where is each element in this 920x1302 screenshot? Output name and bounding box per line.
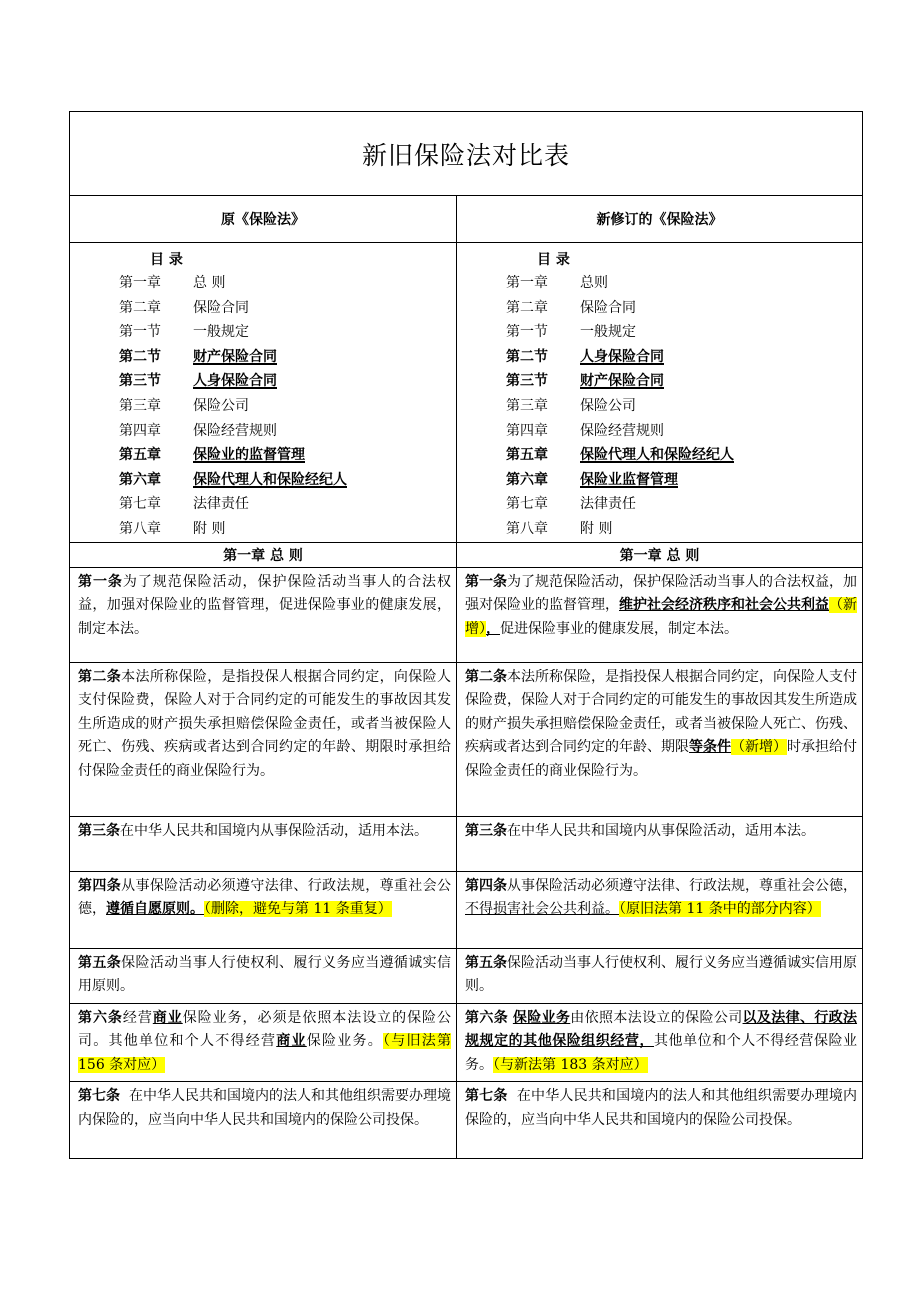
article-old: 第三条在中华人民共和国境内从事保险活动，适用本法。	[78, 822, 428, 839]
toc-item-number: 第八章	[119, 520, 161, 537]
toc-item-number: 第二节	[506, 348, 548, 365]
toc-item-name: 保险公司	[580, 397, 636, 414]
article-row	[70, 948, 863, 1003]
article-old: 第二条本法所称保险，是指投保人根据合同约定，向保险人支付保险费，保险人对于合同约定的可能发生的事故因其发生所造成的财产损失承担赔偿保险金责任，或者当被保险人死亡、伤残、疾病或者达到合同约定的年龄、期限时承担给付保险金责任的商业保险行为。	[78, 668, 452, 779]
article-new: 第一条为了规范保险活动，保护保险活动当事人的合法权益，加强对保险业的监督管理，维护社会经济秩序和社会公共利益（新增），促进保险事业的健康发展，制定本法。	[465, 573, 858, 637]
toc-item	[506, 492, 862, 517]
toc-item-number: 第四章	[119, 422, 161, 439]
toc-item	[119, 443, 456, 468]
article-label: 第五条	[465, 954, 508, 971]
article-row	[70, 816, 863, 871]
toc-item-name: 保险经营规则	[580, 422, 664, 439]
toc-item-number: 第六章	[119, 471, 161, 488]
article-old: 第五条保险活动当事人行使权利、履行义务应当遵循诚实信用原则。	[78, 954, 452, 995]
added-text: 等条件	[689, 739, 732, 756]
toc-item-name: 保险公司	[193, 397, 249, 414]
article-label: 第三条	[465, 822, 507, 839]
toc-item-number: 第三节	[119, 373, 161, 390]
toc-item-name: 一般规定	[193, 324, 249, 341]
toc-item	[119, 468, 456, 493]
toc-item-number: 第六章	[506, 471, 548, 488]
toc-item-number: 第二节	[119, 348, 161, 365]
toc-item	[506, 369, 862, 394]
comparison-document	[69, 111, 862, 1159]
toc-item	[119, 419, 456, 444]
article-label: 第五条	[78, 954, 122, 971]
toc-item-name: 人身保险合同	[580, 348, 664, 365]
article-label: 第二条	[78, 668, 122, 685]
toc-item-number: 第五章	[506, 447, 548, 464]
toc-item-number: 第二章	[119, 299, 161, 316]
toc-item-number: 第二章	[506, 299, 548, 316]
toc-item-name: 保险业的监督管理	[193, 447, 305, 464]
toc-item-name: 一般规定	[580, 324, 636, 341]
document-title: 新旧保险法对比表	[70, 112, 863, 196]
toc-item-number: 第三章	[506, 397, 548, 414]
article-row	[70, 1082, 863, 1159]
toc-item-name: 保险合同	[193, 299, 249, 316]
toc-item	[119, 296, 456, 321]
toc-item-name: 法律责任	[580, 496, 636, 513]
toc-item-name: 保险业监督管理	[580, 471, 678, 488]
toc-item-number: 第七章	[506, 496, 548, 513]
highlight-note: （删除，避免与第 11 条重复）	[204, 901, 392, 918]
article-label: 第一条	[78, 573, 123, 590]
toc-item-name: 总 则	[193, 275, 226, 291]
article-new: 第七条 在中华人民共和国境内的法人和其他组织需要办理境内保险的，应当向中华人民共和国境内的保险公司投保。	[465, 1088, 858, 1128]
toc-item	[119, 492, 456, 517]
highlight-note: （与旧法第 156 条对应）	[78, 1033, 451, 1073]
toc-item-name: 保险合同	[580, 299, 636, 316]
highlight-note: （新增）	[465, 597, 858, 637]
article-old: 第四条从事保险活动必须遵守法律、行政法规，尊重社会公德，遵循自愿原则。（删除，避免与第 11 条重复）	[78, 877, 452, 918]
toc-item-number: 第一节	[119, 324, 161, 341]
toc-item	[506, 271, 862, 296]
highlight-note: （原旧法第 11 条中的部分内容）	[619, 901, 821, 918]
toc-item-number: 第三节	[506, 373, 548, 390]
article-label: 第四条	[465, 877, 508, 894]
article-old: 第六条经营商业保险业务，必须是依照本法设立的保险公司。其他单位和个人不得经营商业保险业务。（与旧法第 156 条对应）	[78, 1009, 452, 1073]
article-new: 第六条 保险业务由依照本法设立的保险公司以及法律、行政法规规定的其他保险组织经营，其他单位和个人不得经营保险业务。（与新法第 183 条对应）	[465, 1009, 858, 1073]
chapter-heading-old: 第一章 总 则	[70, 542, 457, 567]
toc-item	[119, 345, 456, 370]
toc-item-number: 第一章	[119, 275, 161, 291]
toc-item	[119, 394, 456, 419]
toc-item-number: 第七章	[119, 496, 161, 513]
moved-text: 不得损害社会公共利益。	[465, 901, 619, 918]
highlight-note: （新增）	[731, 739, 788, 756]
article-row	[70, 871, 863, 948]
toc-item	[506, 443, 862, 468]
toc-old	[70, 243, 457, 543]
toc-item-name: 附 则	[580, 520, 613, 537]
comparison-table	[69, 111, 863, 1159]
article-label: 第六条	[78, 1009, 123, 1026]
deleted-text: 遵循自愿原则。	[106, 901, 204, 918]
toc-item-number: 第一章	[506, 275, 548, 291]
article-row	[70, 1003, 863, 1082]
toc-item	[119, 271, 456, 296]
toc-item	[119, 320, 456, 345]
toc-item	[506, 345, 862, 370]
article-label: 第二条	[465, 668, 508, 685]
article-label: 第四条	[78, 877, 122, 894]
added-text: 维护社会经济秩序和社会公共利益	[619, 597, 830, 614]
toc-heading: 目 录	[537, 252, 570, 268]
highlight-note: （与新法第 183 条对应）	[493, 1056, 648, 1073]
column-header-old: 原《保险法》	[70, 196, 457, 243]
toc-item-name: 财产保险合同	[193, 348, 277, 365]
article-new: 第二条本法所称保险，是指投保人根据合同约定，向保险人支付保险费，保险人对于合同约定的可能发生的事故因其发生所造成的财产损失承担赔偿保险金责任，或者当被保险人死亡、伤残、疾病或者达到合同约定的年龄、期限等条件（新增）时承担给付保险金责任的商业保险行为。	[465, 668, 858, 779]
toc-heading: 目 录	[150, 252, 183, 268]
article-old: 第七条 在中华人民共和国境内的法人和其他组织需要办理境内保险的，应当向中华人民共和国境内的保险公司投保。	[78, 1088, 452, 1128]
article-label: 第三条	[78, 822, 120, 839]
toc-item	[506, 296, 862, 321]
article-label: 第七条	[78, 1088, 121, 1105]
toc-item-name: 财产保险合同	[580, 373, 664, 390]
toc-item-number: 第三章	[119, 397, 161, 414]
article-label: 第六条	[465, 1009, 509, 1026]
toc-item-number: 第一节	[506, 324, 548, 341]
toc-item	[506, 394, 862, 419]
toc-item	[506, 468, 862, 493]
article-label: 第一条	[465, 573, 508, 590]
toc-item	[506, 517, 862, 542]
toc-item-name: 保险经营规则	[193, 422, 277, 439]
toc-item-name: 附 则	[193, 520, 226, 537]
column-header-new: 新修订的《保险法》	[457, 196, 863, 243]
toc-item-number: 第八章	[506, 520, 548, 537]
chapter-heading-new: 第一章 总 则	[457, 542, 863, 567]
toc-item-name: 保险代理人和保险经纪人	[193, 471, 347, 488]
article-label: 第七条	[465, 1088, 508, 1105]
toc-item	[506, 320, 862, 345]
toc-new	[457, 243, 863, 543]
toc-item	[119, 517, 456, 542]
article-new: 第四条从事保险活动必须遵守法律、行政法规，尊重社会公德，不得损害社会公共利益。（原旧法第 11 条中的部分内容）	[465, 877, 858, 918]
article-old: 第一条为了规范保险活动，保护保险活动当事人的合法权益，加强对保险业的监督管理，促进保险事业的健康发展，制定本法。	[78, 573, 451, 637]
toc-item	[119, 369, 456, 394]
toc-item-number: 第四章	[506, 422, 548, 439]
toc-item-number: 第五章	[119, 447, 161, 464]
toc-item-name: 总则	[580, 275, 608, 291]
article-row	[70, 567, 863, 662]
toc-item-name: 法律责任	[193, 496, 249, 513]
article-new: 第三条在中华人民共和国境内从事保险活动，适用本法。	[465, 822, 815, 839]
toc-item-name: 人身保险合同	[193, 373, 277, 390]
toc-item-name: 保险代理人和保险经纪人	[580, 447, 734, 464]
article-new: 第五条保险活动当事人行使权利、履行义务应当遵循诚实信用原则。	[465, 954, 858, 995]
article-row	[70, 662, 863, 816]
toc-item	[506, 419, 862, 444]
